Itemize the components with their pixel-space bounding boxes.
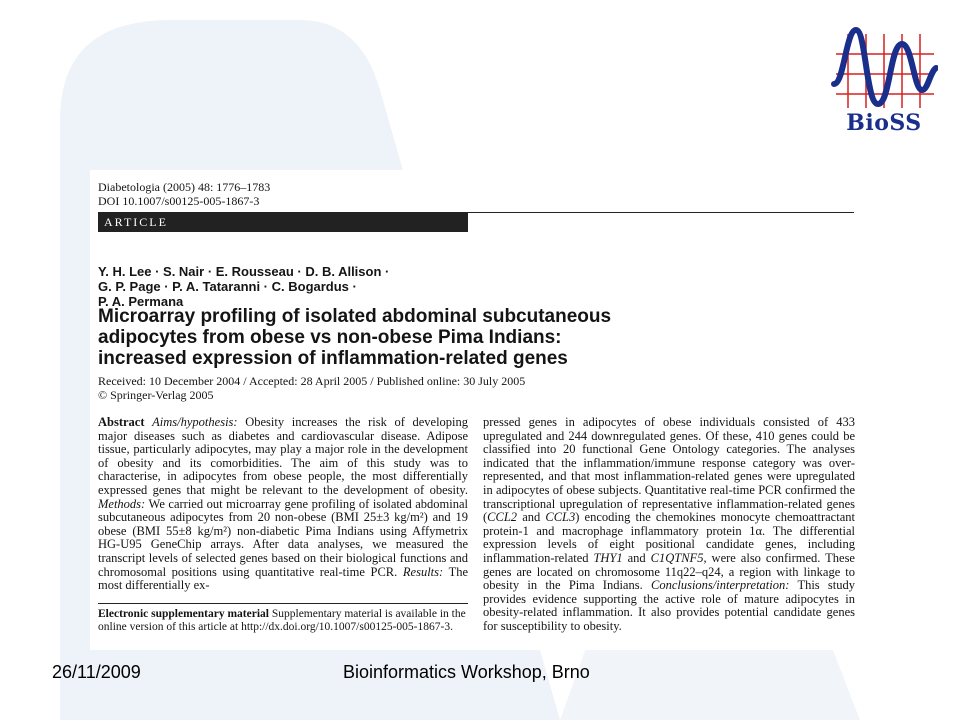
logo-text: BioSS	[846, 110, 922, 136]
publication-dates	[98, 374, 658, 402]
received-line: Received: 10 December 2004 / Accepted: 28 April 2005 / Published online: 30 July 2005	[98, 374, 526, 388]
footer-event: Bioinformatics Workshop, Brno	[343, 662, 590, 682]
authors-line: Y. H. Lee · S. Nair · E. Rousseau · D. B. Allison ·	[98, 264, 390, 279]
supplementary-label: Electronic supplementary material	[98, 608, 269, 620]
gene-name: CCL3	[545, 510, 576, 525]
conjunction-text: and	[622, 550, 651, 565]
conclusions-label: Conclusions/interpretation:	[650, 578, 790, 593]
supplementary-note	[98, 608, 470, 633]
conjunction-text: and	[517, 510, 546, 525]
supplementary-rule	[98, 603, 468, 604]
aims-label: Aims/hypothesis:	[152, 415, 238, 429]
abstract-label: Abstract	[98, 415, 145, 429]
results-continued-text: pressed genes in adipocytes of obese individuals consisted of 433 upregulated and 244 downregulated genes. Of these, 410 genes could be classified into 20 functional Gene Ontology categories. The analyses indicated that the inflammation/immune response category was over-represented, and that most inflammation-related genes were upregulated in adipocytes of obese subjects. Quantitative real-time PCR confirmed the transcriptional upregulation of representative inflammation-related genes (	[483, 415, 855, 525]
results-continued-text: ) encoding the chemokines monocyte chemoattractant protein-1 and macrophage inflammatory protein 1α. The differential expression levels of eight positional candidate genes, including inflammation-related	[483, 510, 855, 565]
journal-citation	[98, 180, 270, 208]
title-line: Microarray profiling of isolated abdominal subcutaneous	[98, 306, 612, 327]
author-list	[98, 264, 618, 309]
title-line: adipocytes from obese vs non-obese Pima Indians:	[98, 327, 562, 348]
doi-line: DOI 10.1007/s00125-005-1867-3	[98, 194, 260, 208]
article-image	[90, 170, 862, 650]
results-label: Results:	[402, 564, 444, 579]
journal-line: Diabetologia (2005) 48: 1776–1783	[98, 180, 271, 194]
results-continued-text: , were also confirmed. These genes are located on chromosome 11q22–q24, a region with linkage to obesity in the Pima Indians.	[483, 550, 855, 593]
conclusions-text: This study provides evidence supporting the active role of mature adipocytes in obesity-related inflammation. It also provides potential candidate genes for susceptibility to obesity.	[483, 578, 855, 633]
methods-label: Methods:	[98, 496, 146, 511]
article-title	[98, 306, 788, 369]
authors-line: G. P. Page · P. A. Tataranni · C. Bogardus ·	[98, 279, 357, 294]
bioss-logo	[830, 24, 938, 136]
gene-name: THY1	[593, 550, 623, 565]
authors-line: P. A. Permana	[98, 294, 184, 309]
header-rule	[468, 212, 854, 213]
footer-date: 26/11/2009	[52, 662, 141, 682]
gene-name: C1QTNF5	[650, 550, 704, 565]
results-text: The most differentially ex-	[98, 564, 469, 593]
article-section-bar: ARTICLE	[98, 212, 468, 232]
abstract-right-column	[483, 416, 855, 634]
title-line: increased expression of inflammation-related genes	[98, 348, 568, 369]
abstract-left-column	[98, 416, 468, 593]
logo-wave-graphic	[830, 24, 938, 114]
aims-text: Obesity increases the risk of developing major diseases such as diabetes and cardiovascular disease. Adipose tissue, particularly adipocytes, may play a major role in the development of obesity and its comorbidities. The aim of this study was to characterise, in adipocytes from obese people, the most differentially expressed genes that might be relevant to the development of obesity.	[98, 415, 469, 497]
methods-text: We carried out microarray gene profiling of isolated abdominal subcutaneous adipocytes from 20 non-obese (BMI 25±3 kg/m²) and 19 obese (BMI 55±8 kg/m²) non-diabetic Pima Indians using Affymetrix HG-U95 GeneChip arrays. After data analyses, we measured the transcript levels of selected genes based on their biological functions and chromosomal positions using quantitative real-time PCR.	[98, 496, 468, 579]
gene-name: CCL2	[487, 510, 518, 525]
copyright-line: © Springer-Verlag 2005	[98, 388, 214, 402]
supplementary-text: Supplementary material is available in the online version of this article at http://dx.doi.org/10.1007/s00125-005-1867-3.	[98, 608, 466, 633]
